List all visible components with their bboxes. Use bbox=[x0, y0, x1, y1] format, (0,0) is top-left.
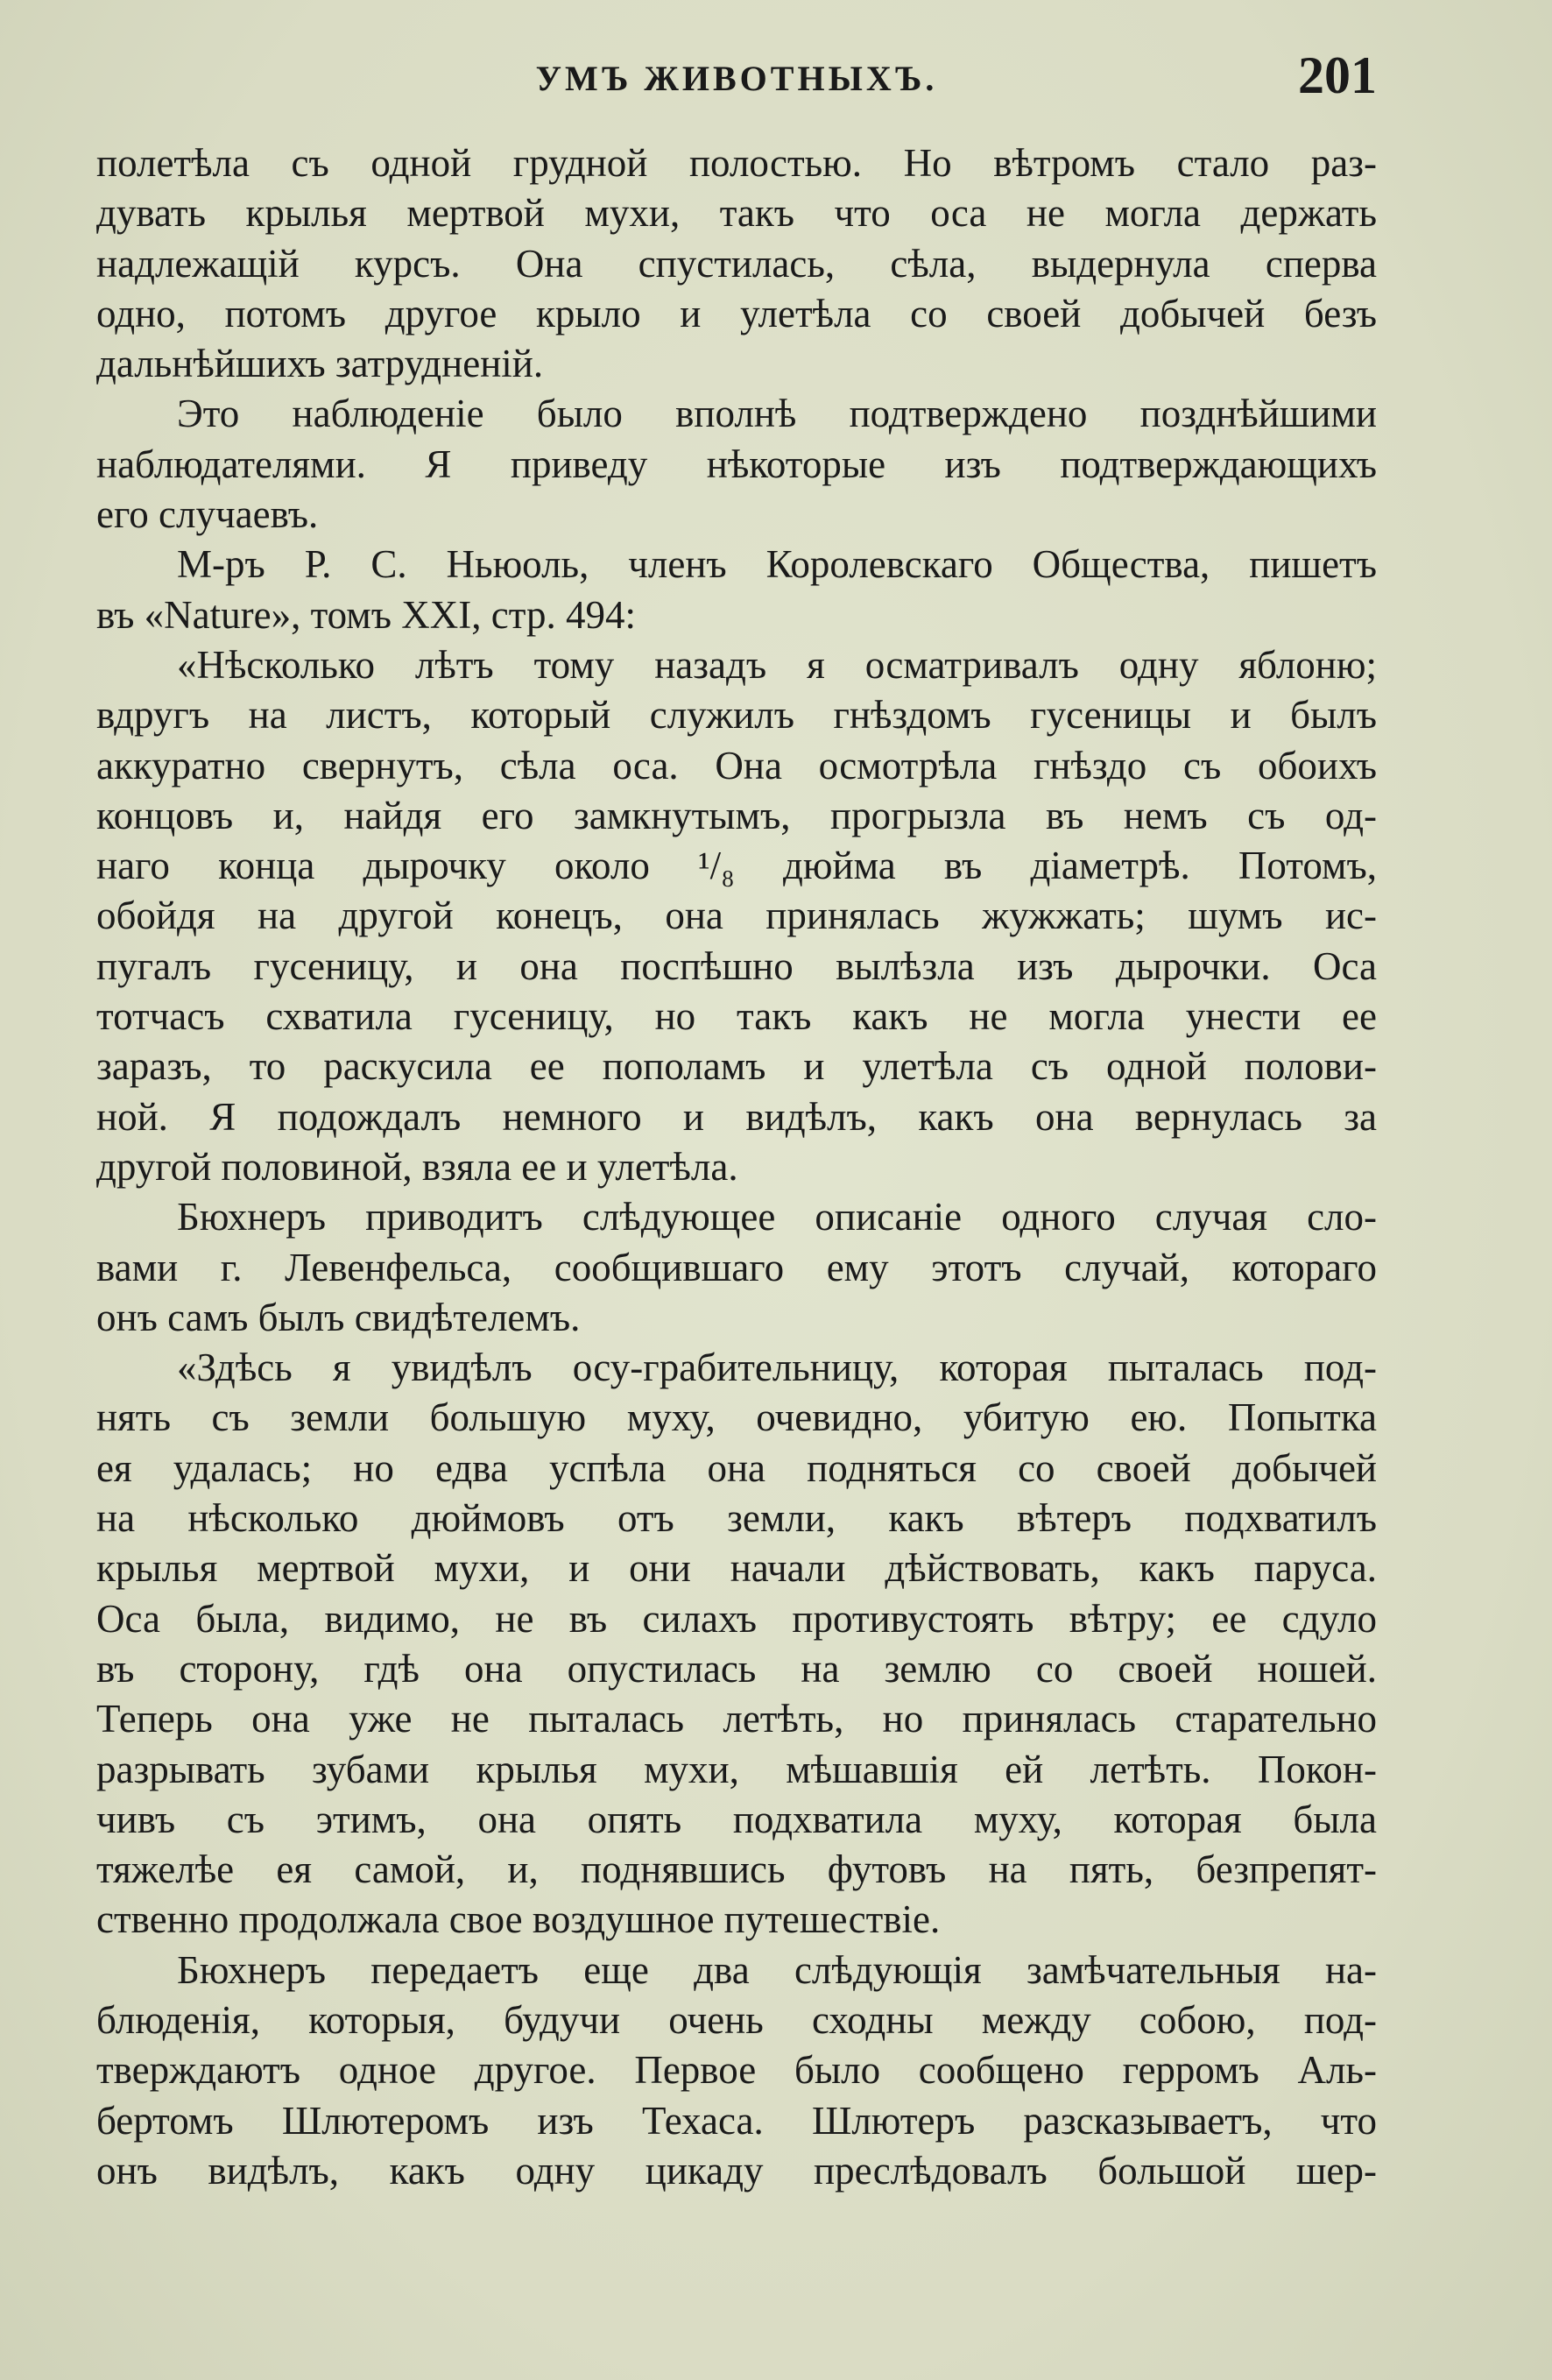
text-line: блюденія, которыя, будучи очень сходны между собою, под- bbox=[96, 1997, 1377, 2042]
text-line: аккуратно свернутъ, сѣла оса. Она осмотрѣла гнѣздо съ обоихъ bbox=[96, 743, 1377, 787]
text-line: дувать крылья мертвой мухи, такъ что оса не могла держать bbox=[96, 191, 1377, 236]
text-line: тотчасъ схватила гусеницу, но такъ какъ не могла унести ее bbox=[96, 994, 1377, 1039]
text-line: Теперь она уже не пыталась летѣть, но принялась старательно bbox=[96, 1697, 1377, 1741]
page-header bbox=[96, 42, 1377, 112]
text-line: онъ видѣлъ, какъ одну цикаду преслѣдовалъ большой шер- bbox=[96, 2148, 1377, 2193]
text-line: Оса была, видимо, не въ силахъ противустоять вѣтру; ее сдуло bbox=[96, 1596, 1377, 1641]
text-line: обойдя на другой конецъ, она принялась жужжать; шумъ ис- bbox=[96, 893, 1377, 938]
running-title: УМЪ ЖИВОТНЫХЪ. bbox=[535, 59, 938, 98]
text-line: разрывать зубами крылья мухи, мѣшавшія ей летѣть. Покон- bbox=[96, 1747, 1377, 1791]
text-line: крылья мертвой мухи, и они начали дѣйствовать, какъ паруса. bbox=[96, 1546, 1377, 1591]
text-line: пугалъ гусеницу, и она поспѣшно вылѣзла изъ дырочки. Оса bbox=[96, 943, 1377, 988]
text-line: заразъ, то раскусила ее пополамъ и улетѣла съ одной полови- bbox=[96, 1044, 1377, 1089]
text-line: М-ръ Р. С. Ньюоль, членъ Королевскаго Общества, пишетъ bbox=[177, 542, 1377, 587]
text-line: въ «Nature», томъ XXI, стр. 494: bbox=[96, 592, 636, 637]
text-line: концовъ и, найдя его замкнутымъ, прогрызла въ немъ съ од- bbox=[96, 793, 1377, 837]
text-line: нять съ земли большую муху, очевидно, убитую ею. Попытка bbox=[96, 1395, 1377, 1440]
text-line: другой половиной, взяла ее и улетѣла. bbox=[96, 1144, 738, 1189]
text-line: ея удалась; но едва успѣла она подняться со своей добычей bbox=[96, 1445, 1377, 1490]
text-line: тяжелѣе ея самой, и, поднявшись футовъ на пять, безпрепят- bbox=[96, 1847, 1377, 1892]
text-line: Бюхнеръ приводитъ слѣдующее описаніе одного случая сло- bbox=[177, 1195, 1377, 1239]
text-line: надлежащій курсъ. Она спустилась, сѣла, выдернула сперва bbox=[96, 241, 1377, 286]
text-line: ственно продолжала свое воздушное путешествіе. bbox=[96, 1897, 941, 1942]
text-line: Это наблюденіе было вполнѣ подтверждено позднѣйшими bbox=[177, 392, 1377, 436]
page-number: 201 bbox=[1298, 46, 1377, 104]
text-line: тверждаютъ одное другое. Первое было сообщено герромъ Аль- bbox=[96, 2048, 1377, 2093]
text-line: вдругъ на листъ, который служилъ гнѣздомъ гусеницы и былъ bbox=[96, 693, 1377, 738]
text-line: вами г. Левенфельса, сообщившаго ему этотъ случай, котораго bbox=[96, 1245, 1377, 1289]
text-line: чивъ съ этимъ, она опять подхватила муху, которая была bbox=[96, 1797, 1377, 1841]
text-line: на нѣсколько дюймовъ отъ земли, какъ вѣтеръ подхватилъ bbox=[96, 1496, 1377, 1541]
text-line: онъ самъ былъ свидѣтелемъ. bbox=[96, 1295, 581, 1339]
text-line: бертомъ Шлютеромъ изъ Техаса. Шлютеръ разсказываетъ, что bbox=[96, 2098, 1377, 2143]
text-line: «Нѣсколько лѣтъ тому назадъ я осматривалъ одну яблоню; bbox=[177, 642, 1377, 687]
text-line: полетѣла съ одной грудной полостью. Но вѣтромъ стало раз- bbox=[96, 141, 1377, 185]
text-line: наго конца дырочку около ¹/₈ дюйма въ діаметрѣ. Потомъ, bbox=[96, 844, 1377, 888]
text-line: въ сторону, гдѣ она опустилась на землю со своей ношей. bbox=[96, 1646, 1377, 1691]
text-line: «Здѣсь я увидѣлъ осу-грабительницу, которая пыталась под- bbox=[177, 1345, 1377, 1390]
body-text bbox=[96, 138, 1377, 2196]
text-line: ной. Я подождалъ немного и видѣлъ, какъ она вернулась за bbox=[96, 1094, 1377, 1139]
text-line: наблюдателями. Я приведу нѣкоторые изъ подтверждающихъ bbox=[96, 441, 1377, 486]
text-line: его случаевъ. bbox=[96, 492, 319, 537]
text-line: Бюхнеръ передаетъ еще два слѣдующія замѣчательныя на- bbox=[177, 1947, 1377, 1992]
text-line: дальнѣйшихъ затрудненій. bbox=[96, 342, 544, 386]
text-line: одно, потомъ другое крыло и улетѣла со своей добычей безъ bbox=[96, 291, 1377, 335]
